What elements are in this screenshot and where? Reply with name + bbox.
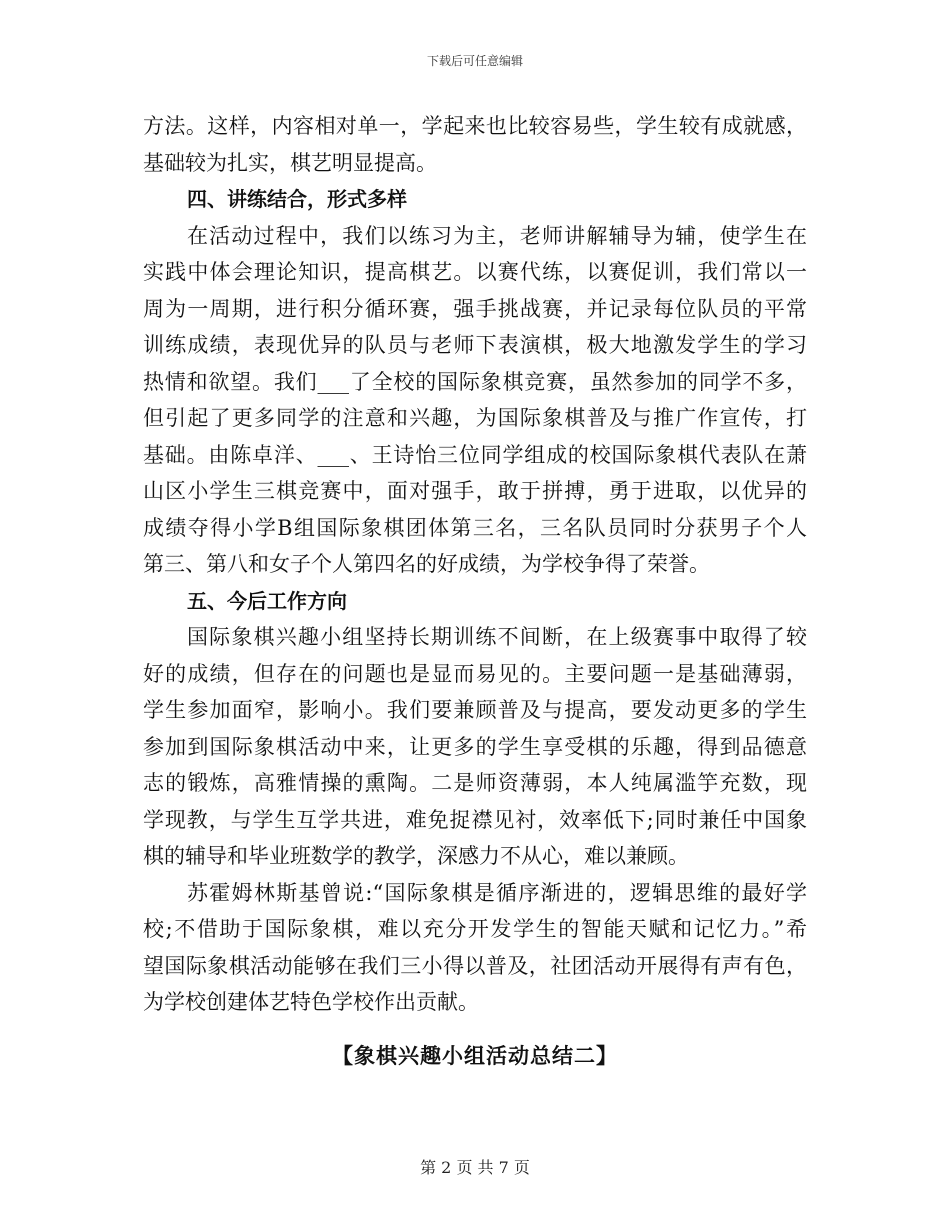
text-line: 成绩夺得小学B组国际象棋团体第三名，三名队员同时分获男子个人	[143, 515, 807, 540]
text-line: 参加到国际象棋活动中来，让更多的学生享受棋的乐趣，得到品德意	[143, 734, 807, 759]
text-line: 实践中体会理论知识，提高棋艺。以赛代练，以赛促训，我们常以一	[143, 260, 807, 284]
text-line: 但引起了更多同学的注意和兴趣，为国际象棋普及与推广作宣传，打	[143, 406, 807, 430]
section-heading-4: 四、讲练结合，形式多样	[187, 187, 407, 211]
section-title: 【象棋兴趣小组活动总结二】	[332, 1044, 618, 1068]
text-line: 训练成绩，表现优异的队员与老师下表演棋，极大地激发学生的学习	[143, 333, 807, 357]
text-line: 望国际象棋活动能够在我们三小得以普及，社团活动开展得有声有色，	[143, 953, 807, 978]
text-line: 热情和欲望。我们___了全校的国际象棋竞赛，虽然参加的同学不多，	[143, 369, 807, 394]
text-line: 棋的辅导和毕业班数学的教学，深感力不从心，难以兼顾。	[143, 844, 689, 868]
page-header-note: 下载后可任意编辑	[426, 54, 523, 68]
page-number: 第 2 页 共 7 页	[420, 1158, 530, 1177]
text-line: 好的成绩，但存在的问题也是显而易见的。主要问题一是基础薄弱，	[143, 661, 807, 686]
text-line: 周为一周期，进行积分循环赛，强手挑战赛，并记录每位队员的平常	[143, 296, 807, 321]
text-line: 第三、第八和女子个人第四名的好成绩，为学校争得了荣誉。	[143, 552, 710, 576]
text-line: 学现教，与学生互学共进，难免捉襟见衬，效率低下;同时兼任中国象	[143, 807, 807, 832]
text-line: 山区小学生三棋竞赛中，面对强手，敢于拼搏，勇于进取，以优异的	[143, 479, 807, 503]
section-heading-5: 五、今后工作方向	[187, 588, 347, 613]
text-line: 在活动过程中，我们以练习为主，老师讲解辅导为辅，使学生在	[187, 223, 807, 248]
text-line: 学生参加面窄，影响小。我们要兼顾普及与提高，要发动更多的学生	[143, 698, 807, 722]
text-line: 校;不借助于国际象棋，难以充分开发学生的智能天赋和记忆力。”希	[143, 917, 807, 941]
text-line: 基础。由陈卓洋、___、王诗怡三位同学组成的校国际象棋代表队在萧	[143, 442, 807, 467]
document-body	[143, 108, 807, 1021]
text-line: 志的锻炼，高雅情操的熏陶。二是师资薄弱，本人纯属滥竽充数，现	[143, 771, 807, 795]
text-line: 苏霍姆林斯基曾说:“国际象棋是循序渐进的，逻辑思维的最好学	[187, 880, 807, 905]
text-line: 方法。这样，内容相对单一，学起来也比较容易些，学生较有成就感，	[143, 114, 807, 138]
text-line: 国际象棋兴趣小组坚持长期训练不间断，在上级赛事中取得了较	[187, 625, 807, 649]
text-line: 基础较为扎实，棋艺明显提高。	[143, 150, 437, 175]
text-line: 为学校创建体艺特色学校作出贡献。	[143, 990, 479, 1014]
